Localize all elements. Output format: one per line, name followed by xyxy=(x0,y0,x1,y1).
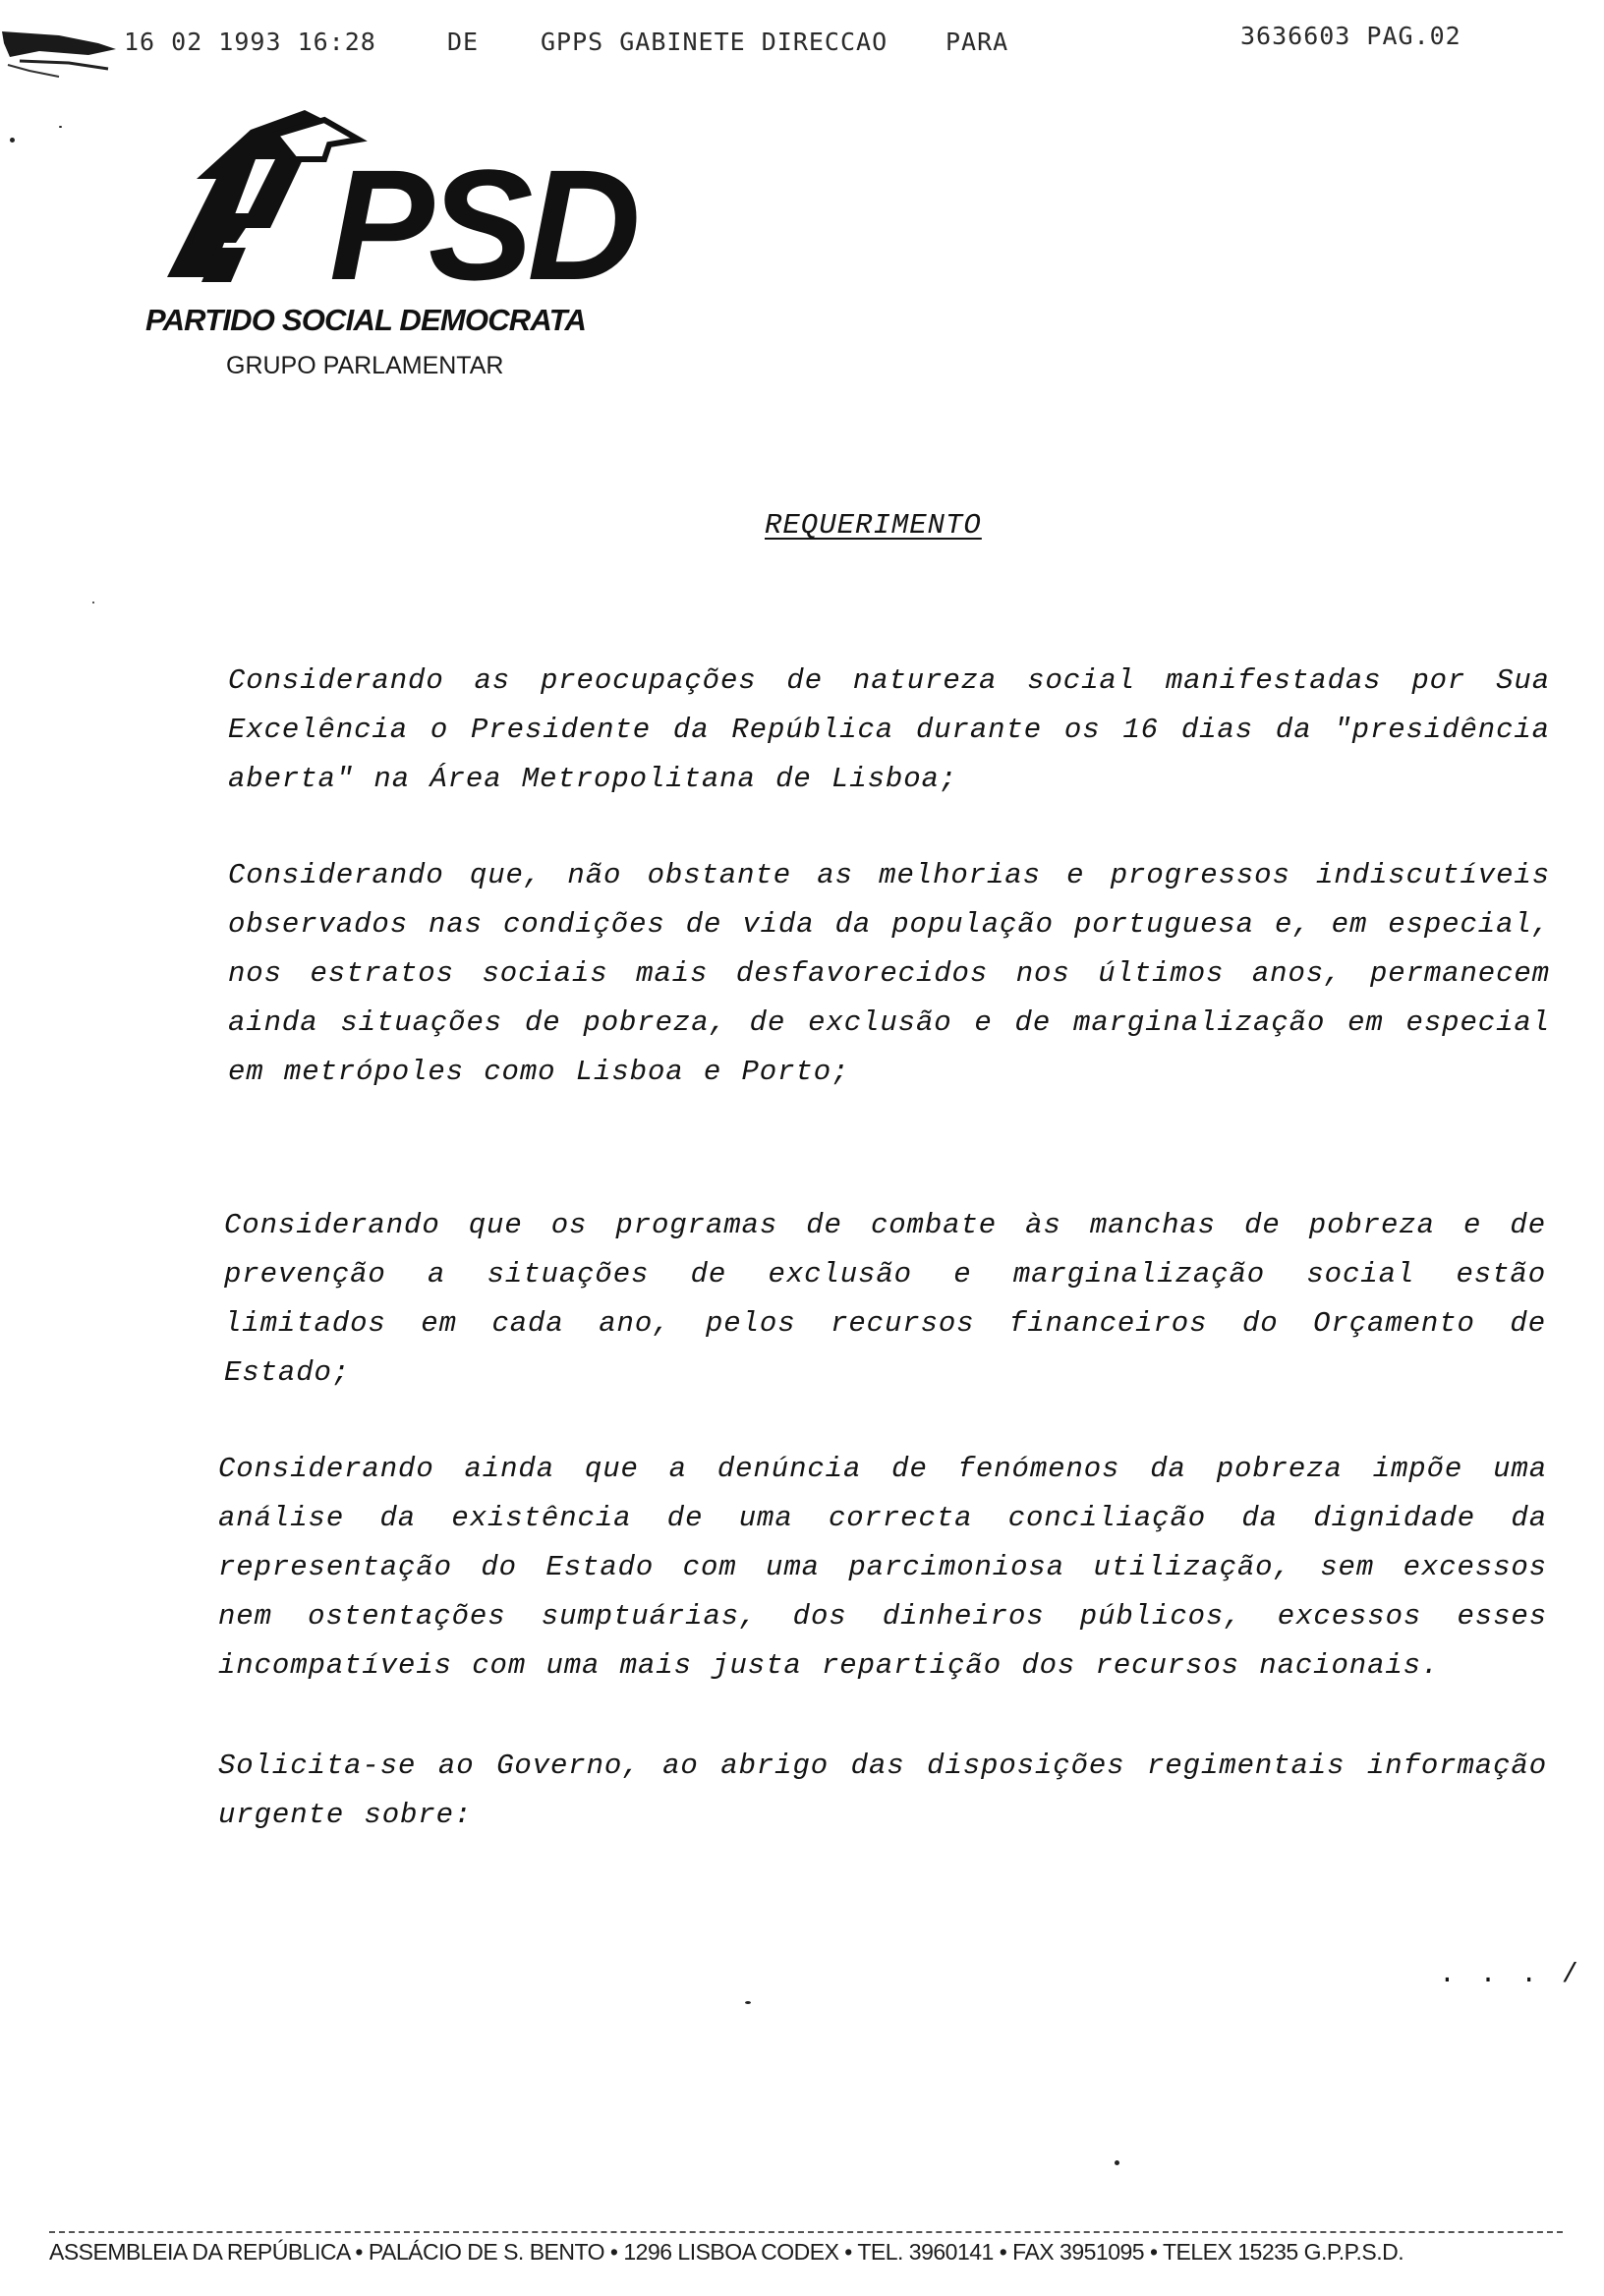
psd-logo xyxy=(157,110,649,297)
scan-speck xyxy=(1115,2160,1119,2165)
scan-speck xyxy=(59,126,62,128)
paragraph-1: Considerando as preocupações de natureza social manifestadas por Sua Excelência o Presidente da República durante os 16 dias da "presidência aberta" na Área Metropolitana de Lisboa; xyxy=(228,664,1550,795)
fax-smudge-mark xyxy=(0,22,118,81)
logo-letters: PSD xyxy=(329,137,635,297)
fax-sender: GPPS GABINETE DIRECCAO xyxy=(541,28,888,56)
paragraph-2: Considerando que, não obstante as melhorias e progressos indiscutíveis observados nas condições de vida da população portuguesa e, em especial, nos estratos sociais mais desfavorecidos nos últimos anos, permanecem ainda situações de pobreza, de exclusão e de marginalização em especial em metrópoles como Lisboa e Porto; xyxy=(228,859,1550,1088)
group-name: GRUPO PARLAMENTAR xyxy=(226,352,504,379)
footer-address: ASSEMBLEIA DA REPÚBLICA • PALÁCIO DE S. BENTO • 1296 LISBOA CODEX • TEL. 3960141 • FAX 3951095 • TELEX 15235 G.P.P.S.D. xyxy=(49,2239,1404,2265)
fax-number-page: 3636603 PAG.02 xyxy=(1240,22,1461,50)
request-paragraph: Solicita-se ao Governo, ao abrigo das disposições regimentais informação urgente sobre: xyxy=(218,1750,1547,1831)
fax-header xyxy=(0,22,1604,61)
party-name: PARTIDO SOCIAL DEMOCRATA xyxy=(145,303,587,337)
fax-de-label: DE xyxy=(447,28,480,56)
paragraph-3: Considerando que os programas de combate às manchas de pobreza e de prevenção a situações de exclusão e marginalização social estão limitados em cada ano, pelos recursos financeiros do Orçamento de Estado; xyxy=(224,1209,1546,1389)
footer-rule xyxy=(49,2231,1563,2233)
letterhead xyxy=(138,110,649,395)
scan-speck xyxy=(92,602,94,603)
paragraph-4: Considerando ainda que a denúncia de fenómenos da pobreza impõe uma análise da existência de uma correcta conciliação da dignidade da representação do Estado com uma parcimoniosa utilização, sem excessos nem ostentações sumptuárias, dos dinheiros públicos, excessos esses incompatíveis com uma mais justa repartição dos recursos nacionais. xyxy=(218,1453,1547,1682)
fax-para-label: PARA xyxy=(945,28,1009,56)
scan-speck xyxy=(745,2001,751,2004)
continuation-mark: . . . / xyxy=(1439,1960,1582,1990)
fax-date-time: 16 02 1993 16:28 xyxy=(124,28,376,56)
document-title: REQUERIMENTO xyxy=(765,509,982,542)
scan-speck xyxy=(10,138,15,143)
